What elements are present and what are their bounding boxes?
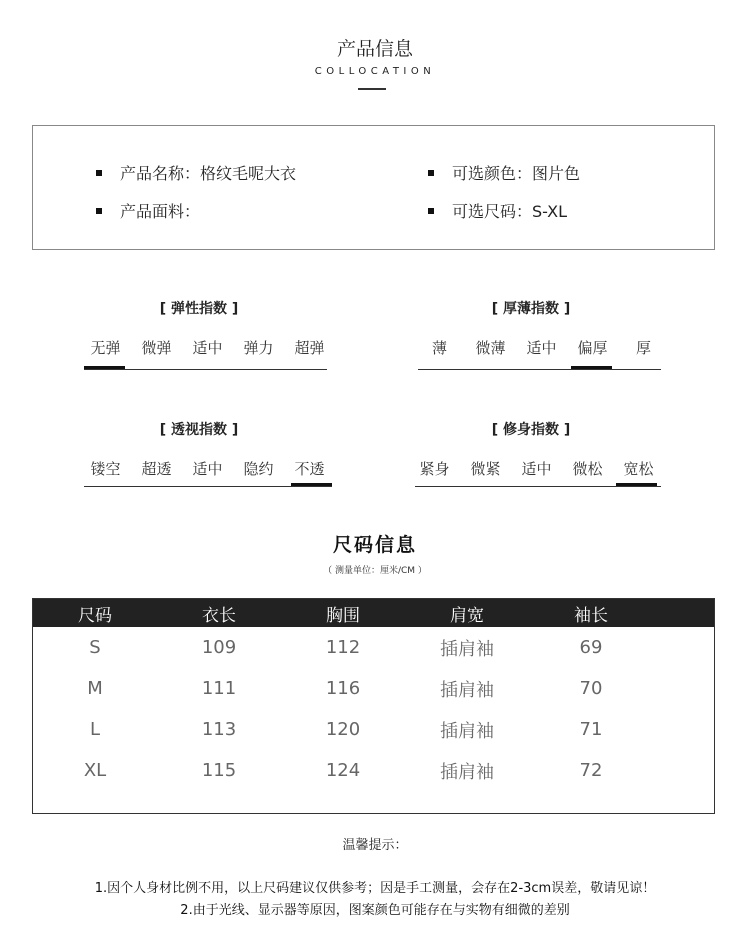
index-option: 微松 xyxy=(572,460,603,478)
index-option: 超透 xyxy=(141,460,172,478)
table-row xyxy=(33,750,714,791)
tips-title: 温馨提示： xyxy=(342,838,408,853)
bullet-icon xyxy=(96,208,102,214)
info-item-size: 可选尺码：S-XL xyxy=(428,199,567,222)
index-line xyxy=(84,486,332,487)
product-info-box xyxy=(32,125,715,250)
section-title-size-info: 尺码信息 xyxy=(332,534,417,556)
table-cell: 插肩袖 xyxy=(440,720,494,742)
table-cell: 112 xyxy=(325,637,361,658)
section-title-product-info: 产品信息 xyxy=(336,38,413,60)
table-cell: S xyxy=(89,637,101,658)
table-cell: 插肩袖 xyxy=(440,638,494,660)
index-thickness xyxy=(401,298,669,358)
index-option: 宽松 xyxy=(623,460,654,478)
title-divider xyxy=(358,88,386,90)
index-elasticity xyxy=(69,298,335,358)
table-cell: M xyxy=(87,678,103,699)
table-row xyxy=(33,627,714,668)
column-header: 肩宽 xyxy=(450,605,484,626)
column-header: 衣长 xyxy=(202,605,236,626)
index-option: 不透 xyxy=(294,460,325,478)
index-option: 无弹 xyxy=(90,339,121,357)
table-header xyxy=(33,599,714,627)
unit-note: （ 测量单位：厘米/CM ） xyxy=(323,566,427,576)
bullet-icon xyxy=(96,170,102,176)
info-item-fabric: 产品面料： xyxy=(96,199,200,222)
table-row xyxy=(33,668,714,709)
index-option: 紧身 xyxy=(419,460,450,478)
index-option: 适中 xyxy=(192,460,223,478)
index-title: [ 修身指数 ] xyxy=(491,422,571,438)
table-cell: 插肩袖 xyxy=(440,761,494,783)
table-row xyxy=(33,709,714,750)
table-cell: 71 xyxy=(579,719,603,740)
table-cell: 115 xyxy=(201,760,237,781)
index-option: 微薄 xyxy=(475,339,506,357)
index-option: 弹力 xyxy=(243,339,274,357)
index-option: 镂空 xyxy=(90,460,121,478)
table-cell: 111 xyxy=(201,678,237,699)
index-option: 适中 xyxy=(192,339,223,357)
table-cell: XL xyxy=(83,760,107,781)
column-header: 胸围 xyxy=(326,605,360,626)
index-option: 薄 xyxy=(431,339,447,357)
bullet-icon xyxy=(428,170,434,176)
table-cell: 109 xyxy=(201,637,237,658)
index-title: [ 透视指数 ] xyxy=(159,422,239,438)
index-option: 微弹 xyxy=(141,339,172,357)
index-option: 适中 xyxy=(521,460,552,478)
index-fit xyxy=(401,419,664,479)
index-line xyxy=(415,486,661,487)
index-line xyxy=(418,369,661,370)
tip-line-2: 2.由于光线、显示器等原因，图案颜色可能存在与实物有细微的差别 xyxy=(180,903,570,918)
table-cell: 113 xyxy=(201,719,237,740)
index-option: 隐约 xyxy=(243,460,274,478)
table-cell: 116 xyxy=(325,678,361,699)
index-options xyxy=(414,337,669,358)
table-cell: L xyxy=(89,719,101,740)
index-title: [ 弹性指数 ] xyxy=(159,301,239,317)
column-header: 尺码 xyxy=(78,605,112,626)
index-option: 适中 xyxy=(526,339,557,357)
table-cell: 69 xyxy=(579,637,603,658)
table-cell: 120 xyxy=(325,719,361,740)
bullet-icon xyxy=(428,208,434,214)
section-subtitle: COLLOCATION xyxy=(314,66,436,77)
column-header: 袖长 xyxy=(574,605,608,626)
table-cell: 72 xyxy=(579,760,603,781)
index-transparency xyxy=(69,419,335,479)
size-table xyxy=(32,598,715,814)
index-line xyxy=(84,369,327,370)
table-cell: 70 xyxy=(579,678,603,699)
index-option: 偏厚 xyxy=(577,339,608,357)
index-option: 厚 xyxy=(635,339,651,357)
index-options xyxy=(80,337,335,358)
table-cell: 124 xyxy=(325,760,361,781)
info-item-name: 产品名称：格纹毛呢大衣 xyxy=(96,161,296,184)
index-options xyxy=(80,458,335,479)
index-option: 超弹 xyxy=(294,339,325,357)
index-title: [ 厚薄指数 ] xyxy=(491,301,571,317)
tip-line-1: 1.因个人身材比例不用，以上尺码建议仅供参考；因是手工测量，会存在2-3cm误差，敬请见谅！ xyxy=(94,881,656,896)
table-cell: 插肩袖 xyxy=(440,679,494,701)
index-options xyxy=(409,458,664,479)
index-option: 微紧 xyxy=(470,460,501,478)
info-item-color: 可选颜色：图片色 xyxy=(428,161,580,184)
